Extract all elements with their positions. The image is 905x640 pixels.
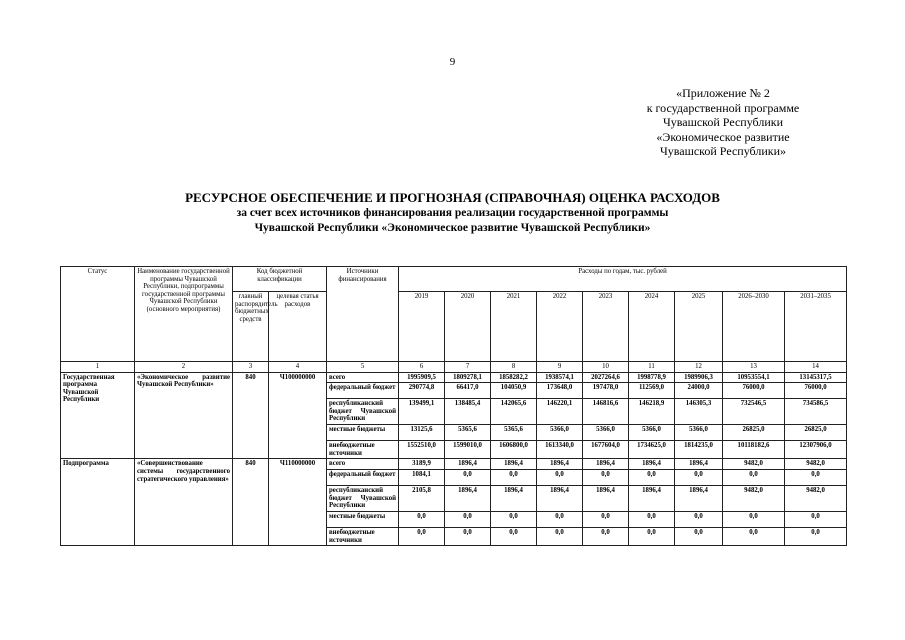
value-cell: 0,0 xyxy=(445,469,491,485)
header-code-group: Код бюджетной классификации xyxy=(233,267,327,292)
value-cell: 26825,0 xyxy=(785,425,847,441)
header-code-main: главный распорядитель бюджетных средств xyxy=(233,292,269,362)
value-cell: 10118182,6 xyxy=(723,441,785,459)
value-cell: 2105,8 xyxy=(399,485,445,511)
value-cell: 0,0 xyxy=(675,469,723,485)
value-cell: 5365,6 xyxy=(445,425,491,441)
value-cell: 0,0 xyxy=(491,527,537,545)
value-cell: 146218,9 xyxy=(629,399,675,425)
value-cell: 1989906,3 xyxy=(675,372,723,383)
value-cell: 9482,0 xyxy=(723,459,785,470)
value-cell: 0,0 xyxy=(537,511,583,527)
value-cell: 734586,5 xyxy=(785,399,847,425)
value-cell: 10953554,1 xyxy=(723,372,785,383)
header-expenses: Расходы по годам, тыс. рублей xyxy=(399,267,847,292)
column-number: 4 xyxy=(269,362,327,373)
value-cell: 0,0 xyxy=(629,511,675,527)
heading-line-2: за счет всех источников финансирования реализации государственной программы xyxy=(236,207,669,219)
appendix-line: «Экономическое развитие xyxy=(656,129,790,144)
value-cell: 0,0 xyxy=(785,511,847,527)
target-cell: Ч100000000 xyxy=(269,372,327,459)
header-year: 2023 xyxy=(583,292,629,362)
header-name: Наименование государственной программы Чувашской Республики, подпрограммы государственной программы Чувашской Республики (основного мероприятия) xyxy=(135,267,233,362)
column-number: 3 xyxy=(233,362,269,373)
source-cell: местные бюджеты xyxy=(327,425,399,441)
value-cell: 0,0 xyxy=(445,527,491,545)
value-cell: 1809278,1 xyxy=(445,372,491,383)
value-cell: 5366,0 xyxy=(583,425,629,441)
table-row xyxy=(61,372,847,383)
value-cell: 0,0 xyxy=(675,527,723,545)
header-year: 2026–2030 xyxy=(723,292,785,362)
value-cell: 197478,0 xyxy=(583,383,629,399)
resource-table xyxy=(60,266,847,546)
value-cell: 0,0 xyxy=(445,511,491,527)
value-cell: 0,0 xyxy=(537,527,583,545)
value-cell: 732546,5 xyxy=(723,399,785,425)
value-cell: 9482,0 xyxy=(785,485,847,511)
header-year: 2020 xyxy=(445,292,491,362)
source-cell: федеральный бюджет xyxy=(327,469,399,485)
value-cell: 1896,4 xyxy=(537,459,583,470)
value-cell: 26825,0 xyxy=(723,425,785,441)
value-cell: 0,0 xyxy=(399,511,445,527)
value-cell: 76000,0 xyxy=(785,383,847,399)
value-cell: 0,0 xyxy=(785,527,847,545)
value-cell: 142065,6 xyxy=(491,399,537,425)
column-number: 1 xyxy=(61,362,135,373)
value-cell: 0,0 xyxy=(785,469,847,485)
appendix-line: к государственной программе xyxy=(646,100,800,115)
column-number: 7 xyxy=(445,362,491,373)
source-cell: внебюджетные источники xyxy=(327,441,399,459)
value-cell: 13125,6 xyxy=(399,425,445,441)
value-cell: 0,0 xyxy=(675,511,723,527)
value-cell: 1896,4 xyxy=(537,485,583,511)
value-cell: 1896,4 xyxy=(491,485,537,511)
value-cell: 76000,0 xyxy=(723,383,785,399)
value-cell: 5366,0 xyxy=(629,425,675,441)
document-heading xyxy=(0,190,905,236)
value-cell: 1734625,0 xyxy=(629,441,675,459)
value-cell: 1938574,1 xyxy=(537,372,583,383)
column-number-row xyxy=(61,362,847,373)
status-cell: Подпрограмма xyxy=(61,459,135,546)
value-cell: 138485,4 xyxy=(445,399,491,425)
value-cell: 2027264,6 xyxy=(583,372,629,383)
value-cell: 1613340,0 xyxy=(537,441,583,459)
target-cell: Ч110000000 xyxy=(269,459,327,546)
value-cell: 1896,4 xyxy=(675,459,723,470)
value-cell: 66417,0 xyxy=(445,383,491,399)
value-cell: 0,0 xyxy=(537,469,583,485)
header-sources: Источники финансирования xyxy=(327,267,399,362)
value-cell: 290774,8 xyxy=(399,383,445,399)
appendix-line: Чувашской Республики xyxy=(662,115,784,129)
column-number: 6 xyxy=(399,362,445,373)
value-cell: 1896,4 xyxy=(583,485,629,511)
source-cell: республиканский бюджет Чувашской Республики xyxy=(327,485,399,511)
value-cell: 1896,4 xyxy=(629,459,675,470)
value-cell: 0,0 xyxy=(723,511,785,527)
status-cell: Государственная программа Чувашской Республики xyxy=(61,372,135,459)
header-year: 2024 xyxy=(629,292,675,362)
value-cell: 1814235,0 xyxy=(675,441,723,459)
value-cell: 0,0 xyxy=(583,527,629,545)
value-cell: 1858282,2 xyxy=(491,372,537,383)
value-cell: 1896,4 xyxy=(445,485,491,511)
column-number: 8 xyxy=(491,362,537,373)
value-cell: 1896,4 xyxy=(675,485,723,511)
page-number: 9 xyxy=(449,56,456,68)
value-cell: 1998778,9 xyxy=(629,372,675,383)
heading-line-3: Чувашской Республики «Экономическое развитие Чувашской Республики» xyxy=(254,222,651,234)
header-year: 2019 xyxy=(399,292,445,362)
appendix-line: «Приложение № 2 xyxy=(676,86,770,100)
value-cell: 1552510,0 xyxy=(399,441,445,459)
value-cell: 3189,9 xyxy=(399,459,445,470)
column-number: 13 xyxy=(723,362,785,373)
heading-line-1: РЕСУРСНОЕ ОБЕСПЕЧЕНИЕ И ПРОГНОЗНАЯ (СПРАВОЧНАЯ) ОЦЕНКА РАСХОДОВ xyxy=(185,190,720,205)
name-cell: «Экономическое развитие Чувашской Республики» xyxy=(135,372,233,459)
value-cell: 13145317,5 xyxy=(785,372,847,383)
column-number: 12 xyxy=(675,362,723,373)
value-cell: 0,0 xyxy=(399,527,445,545)
value-cell: 0,0 xyxy=(629,527,675,545)
value-cell: 12307906,0 xyxy=(785,441,847,459)
appendix-note xyxy=(603,86,843,159)
header-year: 2022 xyxy=(537,292,583,362)
column-number: 5 xyxy=(327,362,399,373)
source-cell: местные бюджеты xyxy=(327,511,399,527)
value-cell: 5365,6 xyxy=(491,425,537,441)
grbs-cell: 840 xyxy=(233,372,269,459)
value-cell: 1995909,5 xyxy=(399,372,445,383)
value-cell: 146220,1 xyxy=(537,399,583,425)
value-cell: 0,0 xyxy=(723,469,785,485)
value-cell: 1896,4 xyxy=(445,459,491,470)
value-cell: 0,0 xyxy=(583,511,629,527)
column-number: 9 xyxy=(537,362,583,373)
value-cell: 9482,0 xyxy=(785,459,847,470)
value-cell: 0,0 xyxy=(629,469,675,485)
column-number: 14 xyxy=(785,362,847,373)
source-cell: всего xyxy=(327,372,399,383)
value-cell: 1599010,0 xyxy=(445,441,491,459)
header-status: Статус xyxy=(61,267,135,362)
value-cell: 1606800,0 xyxy=(491,441,537,459)
value-cell: 146305,3 xyxy=(675,399,723,425)
source-cell: федеральный бюджет xyxy=(327,383,399,399)
value-cell: 173648,0 xyxy=(537,383,583,399)
value-cell: 0,0 xyxy=(491,469,537,485)
header-year: 2021 xyxy=(491,292,537,362)
appendix-line: Чувашской Республики» xyxy=(659,144,787,158)
source-cell: всего xyxy=(327,459,399,470)
value-cell: 146816,6 xyxy=(583,399,629,425)
header-year: 2031–2035 xyxy=(785,292,847,362)
value-cell: 5366,0 xyxy=(537,425,583,441)
value-cell: 5366,0 xyxy=(675,425,723,441)
value-cell: 0,0 xyxy=(491,511,537,527)
value-cell: 104050,9 xyxy=(491,383,537,399)
source-cell: республиканский бюджет Чувашской Республики xyxy=(327,399,399,425)
source-cell: внебюджетные источники xyxy=(327,527,399,545)
value-cell: 1896,4 xyxy=(629,485,675,511)
value-cell: 24000,0 xyxy=(675,383,723,399)
value-cell: 1896,4 xyxy=(583,459,629,470)
grbs-cell: 840 xyxy=(233,459,269,546)
column-number: 11 xyxy=(629,362,675,373)
header-year: 2025 xyxy=(675,292,723,362)
column-number: 2 xyxy=(135,362,233,373)
value-cell: 0,0 xyxy=(723,527,785,545)
value-cell: 139499,1 xyxy=(399,399,445,425)
value-cell: 1677604,0 xyxy=(583,441,629,459)
value-cell: 112569,0 xyxy=(629,383,675,399)
header-code-target: целевая статья расходов xyxy=(269,292,327,362)
value-cell: 1896,4 xyxy=(491,459,537,470)
value-cell: 1084,1 xyxy=(399,469,445,485)
table-row xyxy=(61,459,847,470)
value-cell: 0,0 xyxy=(583,469,629,485)
column-number: 10 xyxy=(583,362,629,373)
name-cell: «Совершенствование системы государственного стратегического управления» xyxy=(135,459,233,546)
value-cell: 9482,0 xyxy=(723,485,785,511)
